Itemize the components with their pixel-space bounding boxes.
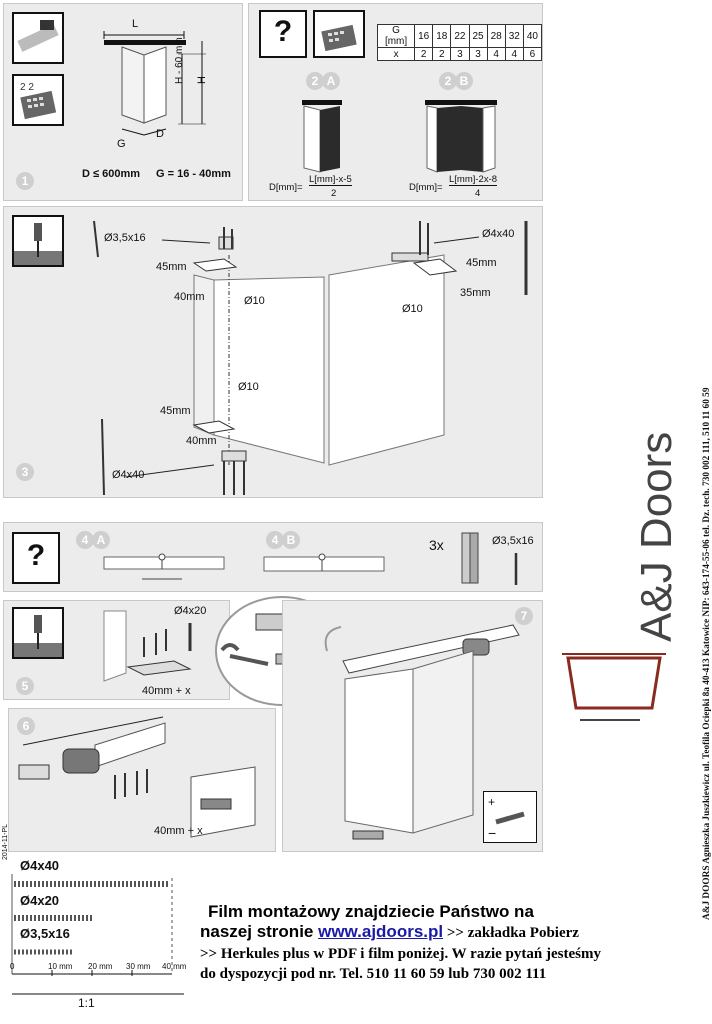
dim-H-label: H [196,76,208,84]
svg-text:2 2: 2 2 [20,82,34,93]
table-cell: 2 [433,48,451,61]
company-info-vertical [690,280,712,920]
footer-line-2-b: >> zakładka Pobierz [443,925,579,941]
brand-name: A&J Doors [632,431,681,642]
svg-text:−: − [488,825,497,841]
adjust-wrench-icon [483,791,537,843]
table-cell: 3 [451,48,469,61]
scale-tick: 30 mm [126,962,151,971]
table-header-row [378,25,542,48]
dim-L-label: L [132,18,139,30]
screwdriver-icon [12,215,64,267]
table-cell: x [378,48,415,61]
scale-tick: 10 mm [48,962,73,971]
screw-icon [510,551,522,587]
dim-40mm-tl: 40mm [174,291,205,303]
table-cell: 28 [487,25,505,48]
formula-2A-prefix: D[mm]= [269,182,303,193]
variant-2B-letter: B [455,72,473,90]
variant-4B-letter: B [282,531,300,549]
formula-2A-denominator: 2 [331,188,337,199]
step-number: 5 [16,677,34,695]
footer-line-1: Film montażowy znajdziecie Państwo na [208,902,534,921]
measure-tape-icon [12,12,64,64]
hinge-variant-4B [262,551,387,579]
company-info-text: A&J DOORS Agnieszka Juszkiewicz ul. Teofila Ociepki 8a 40-413 Katowice NIP: 643-174-55-06 tel. Dz. tech. 730 002 111, 510 11 60 59 [702,387,712,920]
dim-H60-label: H - 60 mm [174,37,185,84]
screwdriver-icon [12,607,64,659]
brand-logo-shape [560,640,670,750]
table-cell: 22 [451,25,469,48]
screw-label-bottom-left: Ø4x40 [112,469,145,481]
brand-wordmark [582,410,681,650]
svg-text:+: + [488,795,496,809]
screw-label: Ø4x20 [174,605,207,617]
footer-line-4: do dyspozycji pod nr. Tel. 510 11 60 59 lub 730 002 111 [200,966,547,982]
formula-2B-prefix: D[mm]= [409,182,443,193]
screw-label-top-right: Ø4x40 [482,228,515,240]
formula-2B-denominator: 4 [475,188,481,199]
dim-G-label: G [117,138,126,150]
dim-40mm-bl: 40mm [186,435,217,447]
table-cell: G [mm] [378,25,415,48]
track-mount-diagram [104,611,224,687]
table-cell: 40 [523,25,541,48]
track-assembly-diagram [15,715,273,845]
variant-4A-num: 4 [76,531,94,549]
footer-line-2 [200,922,579,942]
table-cell: 18 [433,25,451,48]
panel-step-1 [3,3,243,201]
formula-2B-numerator: L[mm]-2x-8 [449,174,498,185]
dim-45mm-tl: 45mm [156,261,187,273]
table-cell: 6 [523,48,541,61]
screw-label-top-left: Ø3,5x16 [104,232,146,244]
question-icon: ? [12,532,60,584]
panel-step-5 [3,600,230,700]
dim-d10-tr: Ø10 [402,303,423,315]
dim-45mm-tr: 45mm [466,257,497,269]
table-cell: 32 [505,25,523,48]
website-link[interactable]: www.ajdoors.pl [318,922,444,941]
door-variant-2A [294,96,354,176]
scale-tick: 40 mm [162,962,187,971]
variant-2A-letter: A [322,72,340,90]
condition-G: G = 16 - 40mm [156,168,231,180]
hinge-quantity: 3x [429,537,444,553]
step-number: 3 [16,463,34,481]
scale-screw-label: Ø4x20 [20,893,60,908]
variant-4A-letter: A [92,531,110,549]
hinge-icon [456,531,486,585]
panel-step-6 [8,708,276,852]
scale-tick: 20 mm [88,962,113,971]
gap-table [377,24,542,61]
dim-d10-tl: Ø10 [244,295,265,307]
dim-label: 40mm + x [154,825,203,837]
scale-ratio: 1:1 [78,996,95,1010]
dim-label: 40mm + x [142,685,191,697]
footer-line-3: >> Herkules plus w PDF i film poniżej. W razie pytań jesteśmy [200,946,601,962]
table-cell: 4 [505,48,523,61]
panel-step-4 [3,522,543,592]
panel-step-3 [3,206,543,498]
document-code: 2014-11-PL [2,823,9,860]
variant-4B-num: 4 [266,531,284,549]
calculator-icon [12,74,64,126]
variant-2B-num: 2 [439,72,457,90]
dim-35mm-tr: 35mm [460,287,491,299]
dim-d10-bl: Ø10 [238,381,259,393]
table-cell: 3 [469,48,487,61]
hinge-screw-label: Ø3,5x16 [492,535,534,547]
step-number: 6 [17,717,35,735]
scale-screw-label: Ø4x40 [20,858,60,873]
dim-D-label: D [156,128,164,140]
step-number: 1 [16,172,34,190]
footer-line-2-a: naszej stronie [200,922,319,941]
variant-2A-num: 2 [306,72,324,90]
table-row [378,48,542,61]
condition-D: D ≤ 600mm [82,168,141,180]
panel-step-2 [248,3,543,201]
table-cell: 4 [487,48,505,61]
table-cell: 2 [415,48,433,61]
door-variant-2B [421,96,501,176]
question-icon: ? [259,10,307,58]
panel-step-7 [282,600,543,852]
scale-screw-label: Ø3,5x16 [20,926,70,941]
step-number: 7 [515,607,533,625]
table-cell: 25 [469,25,487,48]
scale-tick: 0 [10,962,15,971]
formula-2A-numerator: L[mm]-x-5 [309,174,352,185]
dim-45mm-bl: 45mm [160,405,191,417]
hinge-variant-4A [102,551,227,585]
calculator-icon [313,10,365,58]
table-cell: 16 [415,25,433,48]
